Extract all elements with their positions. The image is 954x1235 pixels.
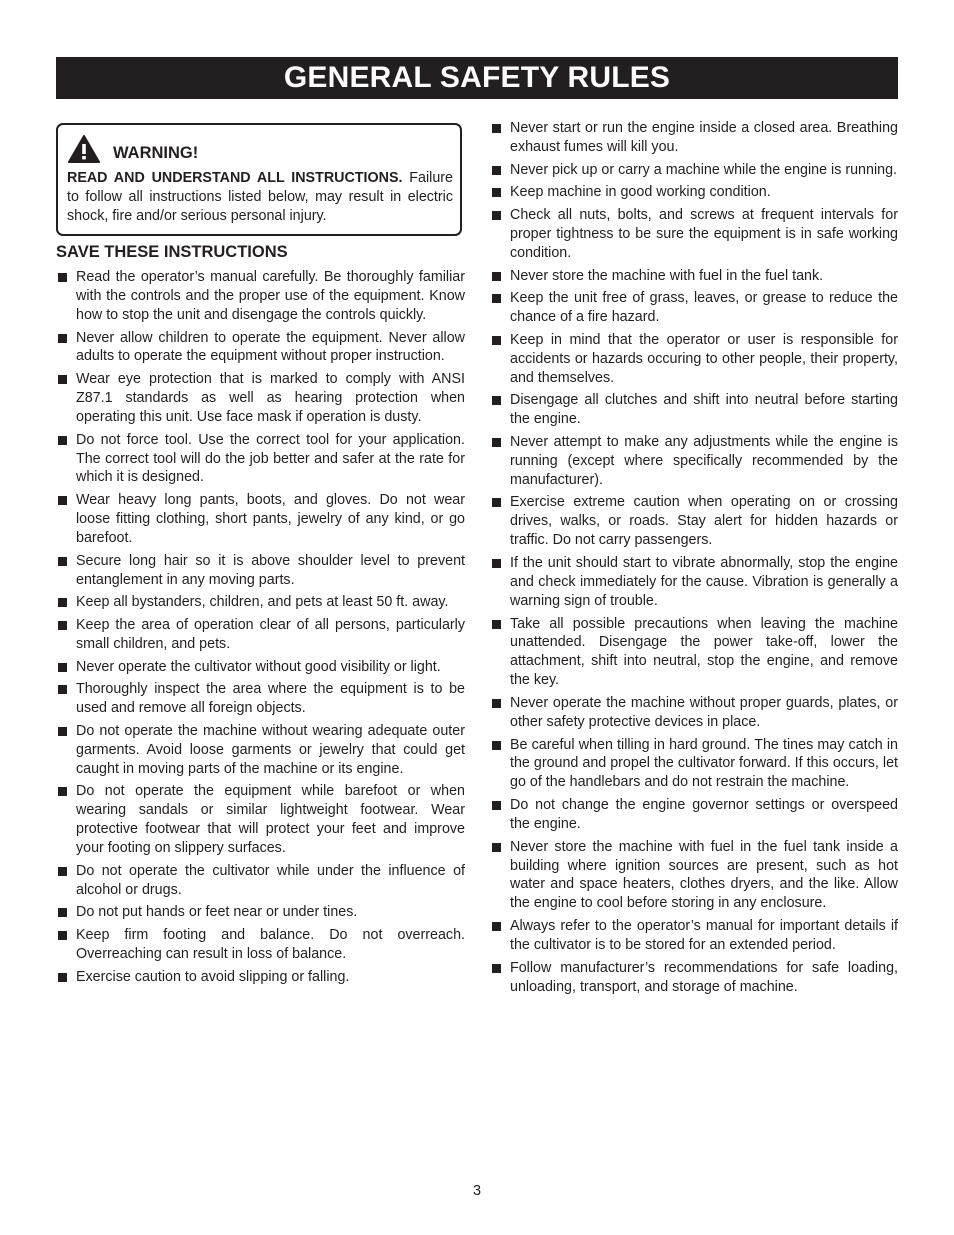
rule-text: Do not operate the cultivator while under the influence of alcohol or drugs. <box>76 862 465 898</box>
bullet-square-icon <box>58 973 67 982</box>
rule-item <box>56 926 465 964</box>
rule-text: Secure long hair so it is above shoulder level to prevent entanglement in any moving parts. <box>76 552 465 588</box>
bullet-square-icon <box>492 699 501 708</box>
bullet-square-icon <box>58 621 67 630</box>
rule-item <box>490 736 898 793</box>
rule-text: Wear heavy long pants, boots, and gloves. Do not wear loose fitting clothing, short pants, jewelry of any kind, or go barefoot. <box>76 492 465 546</box>
rule-item <box>56 616 465 654</box>
bullet-square-icon <box>58 273 67 282</box>
rule-item <box>56 862 465 900</box>
rule-text: Read the operator’s manual carefully. Be thoroughly familiar with the controls and the proper use of the equipment. Know how to stop the unit and disengage the controls quickly. <box>76 269 465 323</box>
bullet-square-icon <box>58 908 67 917</box>
rule-text: Keep the area of operation clear of all persons, particularly small children, and pets. <box>76 616 465 652</box>
bullet-square-icon <box>492 559 501 568</box>
bullet-square-icon <box>58 727 67 736</box>
rule-item <box>490 267 898 286</box>
rule-text: Keep all bystanders, children, and pets at least 50 ft. away. <box>76 594 449 611</box>
rule-item <box>56 903 465 922</box>
bullet-square-icon <box>58 598 67 607</box>
rule-item <box>490 119 898 157</box>
bullet-square-icon <box>58 931 67 940</box>
warning-triangle-icon <box>67 134 101 164</box>
rule-item <box>490 183 898 202</box>
rule-text: Disengage all clutches and shift into neutral before starting the engine. <box>510 392 898 428</box>
bullet-square-icon <box>58 557 67 566</box>
bullet-square-icon <box>492 620 501 629</box>
bullet-square-icon <box>492 922 501 931</box>
rule-item <box>56 329 465 367</box>
rule-text: Do not operate the equipment while barefoot or when wearing sandals or similar lightweight footwear. Wear protective footwear that will protect your feet and improve your footing on slippery surfaces. <box>76 783 465 857</box>
bullet-square-icon <box>492 801 501 810</box>
rule-text: Thoroughly inspect the area where the equipment is to be used and remove all foreign objects. <box>76 681 465 717</box>
bullet-square-icon <box>492 124 501 133</box>
rule-text: Be careful when tilling in hard ground. The tines may catch in the ground and propel the cultivator forward. If this occurs, let go of the handlebars and do not restrain the machine. <box>510 736 898 791</box>
warning-header <box>67 134 198 164</box>
save-instructions-heading: SAVE THESE INSTRUCTIONS <box>56 243 288 261</box>
rule-text: Take all possible precautions when leaving the machine unattended. Disengage the power take-off, lower the attachment, shift into neutral, stop the engine, and remove the key. <box>510 615 898 689</box>
bullet-square-icon <box>492 166 501 175</box>
rule-text: Keep in mind that the operator or user is responsible for accidents or hazards occuring to other people, their property, and themselves. <box>510 331 898 386</box>
rule-item <box>490 554 898 611</box>
rule-text: Keep machine in good working condition. <box>510 184 771 201</box>
rule-item <box>490 796 898 834</box>
bullet-square-icon <box>492 843 501 852</box>
rule-text: Do not force tool. Use the correct tool for your application. The correct tool will do the job better and safer at the rate for which it is designed. <box>76 431 465 486</box>
rule-item <box>56 782 465 858</box>
bullet-square-icon <box>58 375 67 384</box>
rule-text: Never store the machine with fuel in the fuel tank. <box>510 267 824 284</box>
rule-text: Keep the unit free of grass, leaves, or grease to reduce the chance of a fire hazard. <box>510 290 898 326</box>
rule-text: Never allow children to operate the equipment. Never allow adults to operate the equipment without proper instruction. <box>76 329 465 365</box>
rule-item <box>490 694 898 732</box>
rule-text: Never pick up or carry a machine while the engine is running. <box>510 161 898 178</box>
rule-item <box>490 206 898 263</box>
rule-text: Exercise extreme caution when operating on or crossing drives, walks, or roads. Stay alert for hidden hazards or traffic. Do not carry passengers. <box>510 494 898 549</box>
rule-text: Do not put hands or feet near or under tines. <box>76 904 358 921</box>
rule-item <box>56 968 465 987</box>
rule-text: Do not change the engine governor settings or overspeed the engine. <box>510 797 898 832</box>
bullet-square-icon <box>492 211 501 220</box>
rule-item <box>56 722 465 779</box>
bullet-square-icon <box>492 964 501 973</box>
rule-item <box>490 289 898 327</box>
bullet-square-icon <box>58 685 67 694</box>
rule-text: Check all nuts, bolts, and screws at frequent intervals for proper tightness to be sure the equipment is in safe working condition. <box>510 207 898 261</box>
rule-item <box>490 161 898 180</box>
bullet-square-icon <box>492 272 501 281</box>
rule-item <box>490 493 898 550</box>
rule-item <box>490 917 898 955</box>
rule-item <box>490 331 898 388</box>
bullet-square-icon <box>58 663 67 672</box>
bullet-square-icon <box>492 188 501 197</box>
rule-text: Do not operate the machine without wearing adequate outer garments. Avoid loose garments or jewelry that could get caught in moving parts of the machine or its engine. <box>76 722 465 777</box>
bullet-square-icon <box>58 496 67 505</box>
rule-text: Follow manufacturer’s recommendations for safe loading, unloading, transport, and storage of machine. <box>510 959 898 995</box>
rule-text: Never start or run the engine inside a closed area. Breathing exhaust fumes will kill you. <box>510 120 898 155</box>
bullet-square-icon <box>492 741 501 750</box>
page-title: GENERAL SAFETY RULES <box>56 57 898 99</box>
rule-text: Always refer to the operator’s manual for important details if the cultivator is to be stored for an extended period. <box>510 918 898 953</box>
rule-item <box>56 268 465 325</box>
bullet-square-icon <box>58 867 67 876</box>
rule-item <box>490 433 898 490</box>
bullet-square-icon <box>492 336 501 345</box>
rule-item <box>56 552 465 590</box>
bullet-square-icon <box>492 438 501 447</box>
rule-item <box>56 593 465 612</box>
warning-title: WARNING! <box>113 143 199 162</box>
warning-box <box>56 123 462 236</box>
rule-item <box>490 391 898 429</box>
rule-text: Never operate the cultivator without good visibility or light. <box>76 658 441 675</box>
rule-text: Never attempt to make any adjustments while the engine is running (except where specifically recommended by the manufacturer). <box>510 433 898 488</box>
left-rules-list <box>56 268 465 990</box>
rule-item <box>56 680 465 718</box>
bullet-square-icon <box>58 787 67 796</box>
bullet-square-icon <box>58 334 67 343</box>
rule-item <box>56 658 465 677</box>
warning-lead: READ AND UNDERSTAND ALL INSTRUCTIONS. <box>67 170 403 186</box>
rule-item <box>56 431 465 488</box>
rule-text: Exercise caution to avoid slipping or falling. <box>76 968 350 985</box>
bullet-square-icon <box>58 436 67 445</box>
warning-text <box>67 169 453 226</box>
rule-item <box>490 838 898 914</box>
bullet-square-icon <box>492 294 501 303</box>
rule-text: Never store the machine with fuel in the fuel tank inside a building where ignition sources are present, such as hot water and space heaters, clothes dryers, and the like. Allow the engine to cool before storing in any enclosure. <box>510 838 898 912</box>
rule-text: Keep firm footing and balance. Do not overreach. Overreaching can result in loss of balance. <box>76 927 465 963</box>
right-rules-list <box>490 119 898 1000</box>
rule-item <box>490 959 898 997</box>
bullet-square-icon <box>492 396 501 405</box>
rule-item <box>56 370 465 427</box>
warning-body: Failure to follow all instructions listed below, may result in electric shock, fire and/or serious personal injury. <box>67 170 453 224</box>
rule-text: Never operate the machine without proper guards, plates, or other safety protective devices in place. <box>510 694 898 730</box>
rule-item <box>56 491 465 548</box>
bullet-square-icon <box>492 498 501 507</box>
rule-text: Wear eye protection that is marked to comply with ANSI Z87.1 standards as well as hearing protection when operating this unit. Use face mask if operation is dusty. <box>76 371 465 425</box>
rule-item <box>490 615 898 691</box>
page-number: 3 <box>472 1183 482 1199</box>
rule-text: If the unit should start to vibrate abnormally, stop the engine and check immediately for the cause. Vibration is generally a warning sign of trouble. <box>510 555 898 609</box>
